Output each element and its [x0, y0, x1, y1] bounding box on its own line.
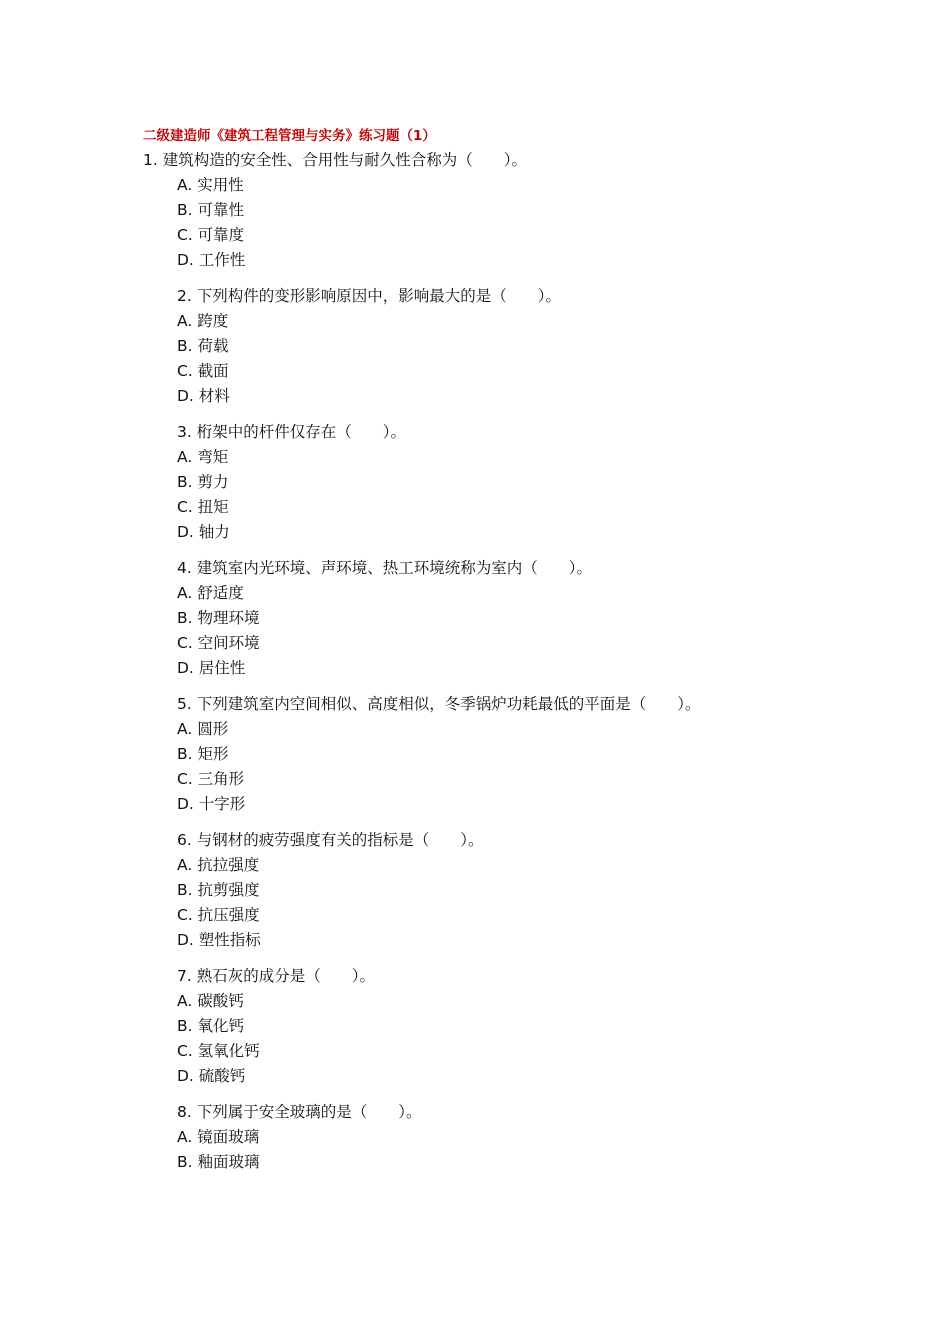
- option-letter: A.: [177, 312, 193, 330]
- answer-option: [0, 767, 950, 792]
- option-letter: D.: [177, 251, 194, 269]
- question-list: [0, 148, 950, 1186]
- option-text: 轴力: [193, 523, 230, 541]
- option-letter: A.: [177, 720, 193, 738]
- answer-option: [0, 903, 950, 928]
- option-letter: D.: [177, 523, 194, 541]
- answer-option: [0, 656, 950, 681]
- question-stem: 建筑室内光环境、声环境、热工环境统称为室内（ ）。: [191, 559, 592, 577]
- answer-option: [0, 792, 950, 817]
- option-text: 圆形: [192, 720, 229, 738]
- option-letter: A.: [177, 584, 193, 602]
- option-text: 抗拉强度: [192, 856, 260, 874]
- question-number: 6.: [177, 831, 192, 849]
- question-block: [0, 284, 950, 409]
- answer-option: [0, 717, 950, 742]
- answer-option: [0, 334, 950, 359]
- answer-option: [0, 384, 950, 409]
- option-letter: A.: [177, 176, 193, 194]
- option-letter: D.: [177, 795, 194, 813]
- option-letter: C.: [177, 1042, 193, 1060]
- option-text: 硫酸钙: [193, 1067, 246, 1085]
- option-letter: D.: [177, 387, 194, 405]
- option-letter: C.: [177, 498, 193, 516]
- option-text: 镜面玻璃: [192, 1128, 260, 1146]
- option-letter: B.: [177, 1017, 193, 1035]
- question-number: 3.: [177, 423, 192, 441]
- answer-option: [0, 581, 950, 606]
- option-letter: C.: [177, 226, 193, 244]
- answer-option: [0, 1014, 950, 1039]
- question-block: [0, 828, 950, 953]
- answer-option: [0, 1150, 950, 1175]
- option-text: 截面: [192, 362, 229, 380]
- question-text: [0, 420, 950, 445]
- option-text: 剪力: [192, 473, 229, 491]
- question-stem: 建筑构造的安全性、合用性与耐久性合称为（ ）。: [157, 151, 527, 169]
- document-title: 二级建造师《建筑工程管理与实务》练习题（1）: [143, 128, 436, 144]
- question-stem: 下列建筑室内空间相似、高度相似，冬季锅炉功耗最低的平面是（ ）。: [191, 695, 701, 713]
- question-number: 8.: [177, 1103, 192, 1121]
- option-letter: B.: [177, 1153, 193, 1171]
- answer-option: [0, 1125, 950, 1150]
- option-text: 物理环境: [192, 609, 260, 627]
- answer-option: [0, 173, 950, 198]
- answer-option: [0, 198, 950, 223]
- question-block: [0, 420, 950, 545]
- question-text: [0, 964, 950, 989]
- option-text: 工作性: [193, 251, 246, 269]
- question-text: [0, 692, 950, 717]
- question-block: [0, 964, 950, 1089]
- option-letter: D.: [177, 1067, 194, 1085]
- answer-option: [0, 223, 950, 248]
- option-text: 氧化钙: [192, 1017, 244, 1035]
- question-block: [0, 1100, 950, 1175]
- option-letter: D.: [177, 659, 194, 677]
- option-text: 氢氧化钙: [192, 1042, 260, 1060]
- option-letter: B.: [177, 609, 193, 627]
- option-text: 可靠性: [192, 201, 244, 219]
- option-letter: B.: [177, 337, 193, 355]
- option-letter: C.: [177, 770, 193, 788]
- answer-option: [0, 470, 950, 495]
- question-block: [0, 148, 950, 273]
- option-text: 釉面玻璃: [192, 1153, 260, 1171]
- question-text: [0, 284, 950, 309]
- question-block: [0, 556, 950, 681]
- option-letter: B.: [177, 473, 193, 491]
- question-text: [0, 148, 950, 173]
- option-letter: A.: [177, 448, 193, 466]
- option-text: 三角形: [192, 770, 245, 788]
- question-block: [0, 692, 950, 817]
- option-letter: C.: [177, 634, 193, 652]
- answer-option: [0, 520, 950, 545]
- option-text: 抗压强度: [192, 906, 260, 924]
- question-number: 7.: [177, 967, 192, 985]
- question-number: 1.: [143, 151, 158, 169]
- option-text: 可靠度: [192, 226, 245, 244]
- answer-option: [0, 309, 950, 334]
- answer-option: [0, 359, 950, 384]
- option-text: 矩形: [192, 745, 229, 763]
- option-letter: B.: [177, 745, 193, 763]
- option-text: 实用性: [192, 176, 244, 194]
- option-text: 碳酸钙: [192, 992, 244, 1010]
- question-stem: 熟石灰的成分是（ ）。: [191, 967, 375, 985]
- answer-option: [0, 248, 950, 273]
- option-letter: B.: [177, 881, 193, 899]
- option-text: 居住性: [193, 659, 246, 677]
- option-text: 塑性指标: [193, 931, 261, 949]
- option-text: 材料: [193, 387, 230, 405]
- option-text: 十字形: [193, 795, 246, 813]
- option-text: 跨度: [192, 312, 229, 330]
- question-number: 2.: [177, 287, 192, 305]
- option-text: 空间环境: [192, 634, 260, 652]
- question-text: [0, 828, 950, 853]
- option-text: 抗剪强度: [192, 881, 260, 899]
- option-letter: B.: [177, 201, 193, 219]
- option-text: 舒适度: [192, 584, 244, 602]
- question-stem: 桁架中的杆件仅存在（ ）。: [191, 423, 406, 441]
- question-stem: 下列构件的变形影响原因中，影响最大的是（ ）。: [191, 287, 561, 305]
- answer-option: [0, 495, 950, 520]
- option-letter: A.: [177, 1128, 193, 1146]
- option-letter: A.: [177, 992, 193, 1010]
- answer-option: [0, 742, 950, 767]
- question-stem: 下列属于安全玻璃的是（ ）。: [191, 1103, 422, 1121]
- answer-option: [0, 878, 950, 903]
- question-text: [0, 556, 950, 581]
- option-letter: C.: [177, 906, 193, 924]
- option-text: 扭矩: [192, 498, 229, 516]
- option-letter: A.: [177, 856, 193, 874]
- question-number: 5.: [177, 695, 192, 713]
- question-number: 4.: [177, 559, 192, 577]
- answer-option: [0, 989, 950, 1014]
- answer-option: [0, 853, 950, 878]
- answer-option: [0, 606, 950, 631]
- answer-option: [0, 928, 950, 953]
- answer-option: [0, 1064, 950, 1089]
- answer-option: [0, 445, 950, 470]
- option-letter: C.: [177, 362, 193, 380]
- question-stem: 与钢材的疲劳强度有关的指标是（ ）。: [191, 831, 484, 849]
- option-text: 弯矩: [192, 448, 229, 466]
- option-text: 荷载: [192, 337, 229, 355]
- answer-option: [0, 1039, 950, 1064]
- question-text: [0, 1100, 950, 1125]
- option-letter: D.: [177, 931, 194, 949]
- answer-option: [0, 631, 950, 656]
